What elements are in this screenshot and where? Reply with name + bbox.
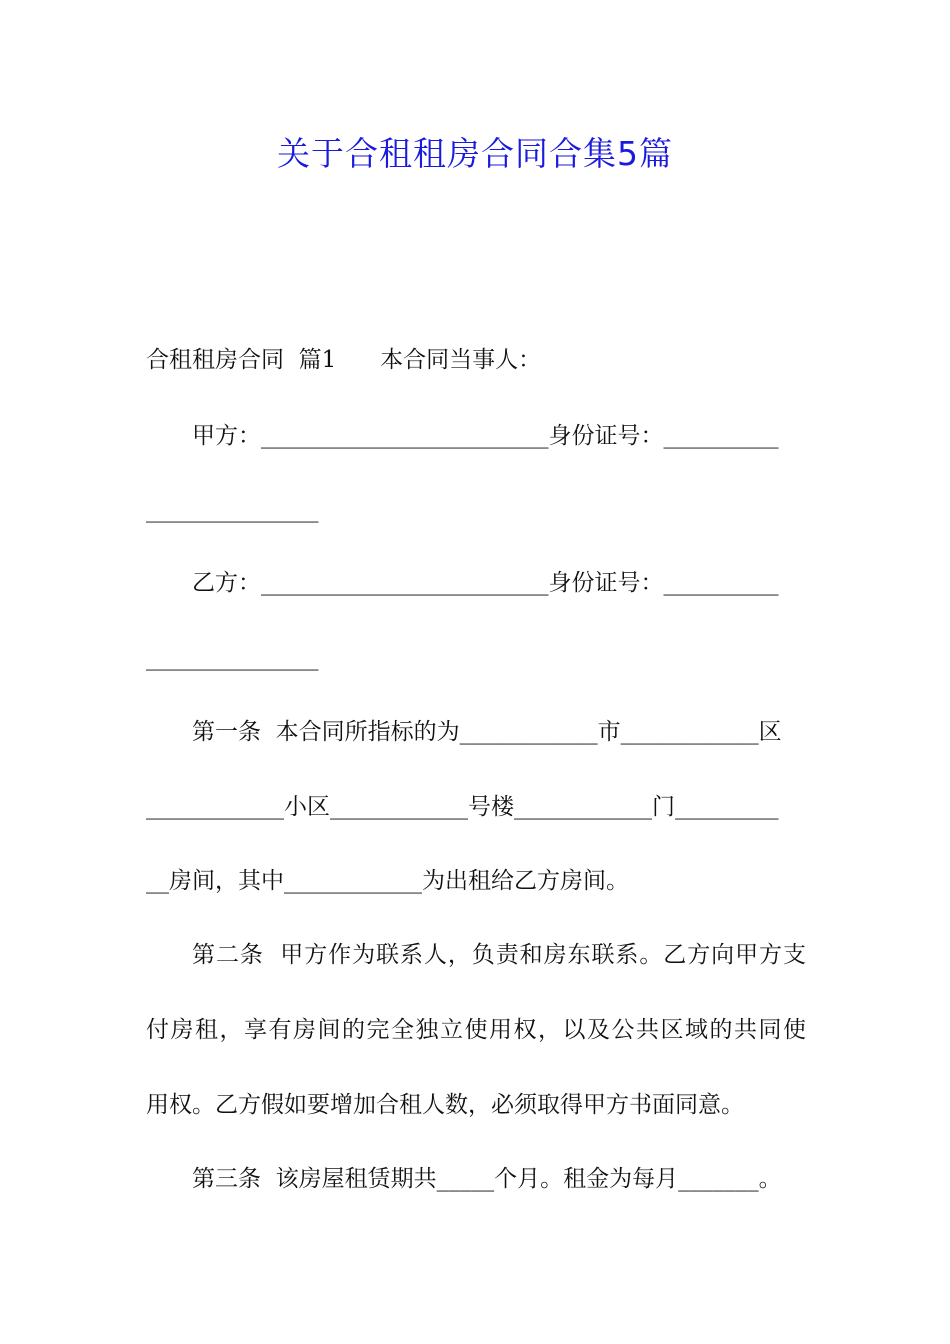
document-title: 关于合租租房合同合集5篇 — [277, 134, 673, 173]
section-heading-line: 合租租房合同 篇1 本合同当事人： — [146, 347, 542, 373]
party-a-id-continuation: _______________ — [146, 497, 319, 523]
party-a-line: 甲方：_________________________身份证号：__________ — [192, 423, 779, 449]
article-2-line-1: 第二条 甲方作为联系人，负责和房东联系。乙方向甲方支 — [192, 942, 806, 968]
party-b-line: 乙方：_________________________身份证号：__________ — [192, 570, 779, 596]
article-2-line-3: 用权。乙方假如要增加合租人数，必须取得甲方书面同意。 — [146, 1092, 744, 1118]
article-1-line-2: ____________小区____________号楼____________门_________ — [146, 794, 779, 820]
party-b-id-continuation: _______________ — [146, 645, 319, 671]
article-1-line-1: 第一条 本合同所指标的为____________市____________区 — [192, 719, 782, 745]
article-2-line-2: 付房租，享有房间的完全独立使用权，以及公共区域的共同使 — [146, 1017, 806, 1043]
article-3-line-1: 第三条 该房屋租赁期共_____个月。租金为每月_______。 — [192, 1166, 782, 1192]
article-1-line-3: __房间，其中____________为出租给乙方房间。 — [146, 868, 629, 894]
